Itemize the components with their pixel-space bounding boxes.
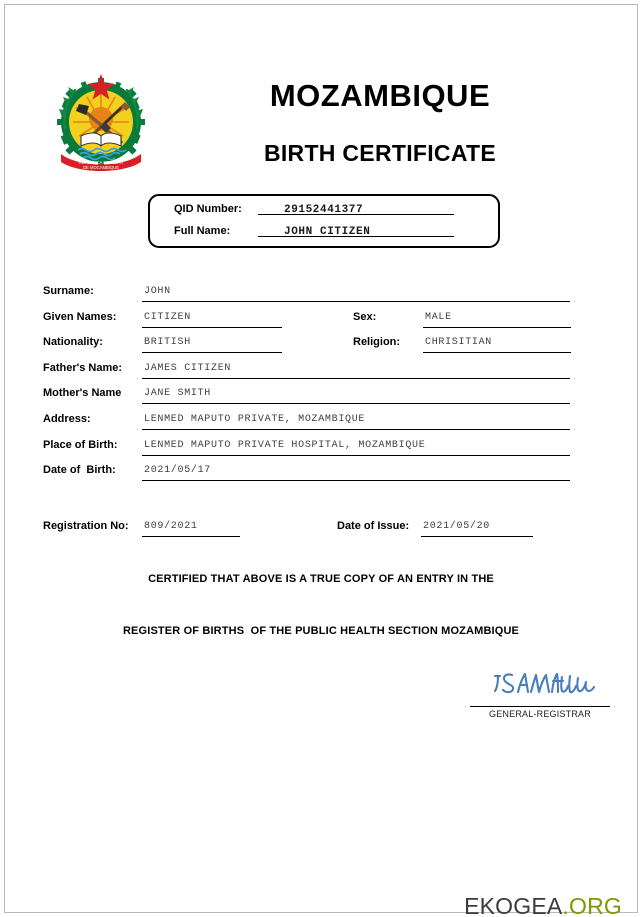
registration-no-label: Registration No: bbox=[43, 520, 129, 532]
signature-caption: GENERAL-REGISTRAR bbox=[489, 709, 591, 719]
signature-area bbox=[470, 668, 610, 726]
date-of-birth-value: 2021/05/17 bbox=[144, 465, 212, 476]
date-of-birth-underline bbox=[142, 480, 570, 481]
full-name-value: JOHN CITIZEN bbox=[284, 226, 371, 238]
registration-no-underline bbox=[142, 536, 240, 537]
sex-value: MALE bbox=[425, 312, 452, 323]
fathers-name-label: Father's Name: bbox=[43, 362, 123, 374]
surname-value: JOHN bbox=[144, 286, 171, 297]
field-sex bbox=[353, 309, 583, 331]
qid-number-underline bbox=[258, 214, 454, 215]
place-of-birth-value: LENMED MAPUTO PRIVATE HOSPITAL, MOZAMBIQUE bbox=[144, 440, 426, 451]
date-of-birth-label: Date of Birth: bbox=[43, 464, 116, 476]
given-names-value: CITIZEN bbox=[144, 312, 191, 323]
fathers-name-value: JAMES CITIZEN bbox=[144, 363, 232, 374]
field-date-of-birth bbox=[43, 462, 573, 484]
address-underline bbox=[142, 429, 570, 430]
svg-text:REPUBLICA POPULAR: REPUBLICA POPULAR bbox=[78, 160, 124, 165]
mothers-name-underline bbox=[142, 403, 570, 404]
nationality-value: BRITISH bbox=[144, 337, 191, 348]
field-fathers-name bbox=[43, 360, 573, 382]
date-of-issue-label: Date of Issue: bbox=[337, 520, 410, 532]
brand-name: EKOGEA bbox=[464, 893, 563, 917]
mothers-name-value: JANE SMITH bbox=[144, 388, 212, 399]
field-place-of-birth bbox=[43, 437, 573, 459]
date-of-issue-underline bbox=[421, 536, 533, 537]
qid-summary-box bbox=[148, 194, 500, 248]
surname-underline bbox=[142, 301, 570, 302]
field-address bbox=[43, 411, 573, 433]
svg-text:DE MOCAMBIQUE: DE MOCAMBIQUE bbox=[82, 165, 120, 170]
sex-label: Sex: bbox=[353, 311, 377, 323]
page-title: MOZAMBIQUE bbox=[269, 78, 491, 113]
address-label: Address: bbox=[43, 413, 91, 425]
field-mothers-name bbox=[43, 385, 573, 407]
religion-value: CHRISITIAN bbox=[425, 337, 493, 348]
full-name-underline bbox=[258, 236, 454, 237]
footer-brand bbox=[438, 866, 622, 917]
nationality-underline bbox=[142, 352, 282, 353]
qid-number-value: 29152441377 bbox=[284, 204, 364, 216]
title-block bbox=[170, 60, 590, 167]
place-of-birth-label: Place of Birth: bbox=[43, 439, 118, 451]
fathers-name-underline bbox=[142, 378, 570, 379]
document-subtitle: BIRTH CERTIFICATE bbox=[263, 140, 497, 166]
registration-no-value: 809/2021 bbox=[144, 521, 198, 532]
brand-tld: .ORG bbox=[562, 893, 622, 917]
mozambique-coat-of-arms-icon bbox=[45, 64, 157, 176]
religion-underline bbox=[423, 352, 571, 353]
date-of-issue-value: 2021/05/20 bbox=[423, 521, 491, 532]
field-date-of-issue bbox=[337, 518, 577, 540]
address-value: LENMED MAPUTO PRIVATE, MOZAMBIQUE bbox=[144, 414, 366, 425]
full-name-label: Full Name: bbox=[174, 225, 231, 237]
qid-number-label: QID Number: bbox=[174, 203, 242, 215]
certification-line-1: CERTIFIED THAT ABOVE IS A TRUE COPY OF AN ENTRY IN THE bbox=[148, 573, 494, 585]
nationality-label: Nationality: bbox=[43, 336, 103, 348]
sex-underline bbox=[423, 327, 571, 328]
signature-underline bbox=[470, 706, 610, 707]
place-of-birth-underline bbox=[142, 455, 570, 456]
document-header bbox=[0, 60, 642, 180]
field-religion bbox=[353, 334, 583, 356]
given-names-label: Given Names: bbox=[43, 311, 117, 323]
field-registration-no bbox=[43, 518, 273, 540]
field-surname bbox=[43, 283, 573, 305]
religion-label: Religion: bbox=[353, 336, 401, 348]
registrar-signature-icon bbox=[490, 668, 600, 700]
given-names-underline bbox=[142, 327, 282, 328]
mothers-name-label: Mother's Name bbox=[43, 387, 122, 399]
surname-label: Surname: bbox=[43, 285, 94, 297]
certification-line-2: REGISTER OF BIRTHS OF THE PUBLIC HEALTH SECTION MOZAMBIQUE bbox=[122, 625, 520, 637]
